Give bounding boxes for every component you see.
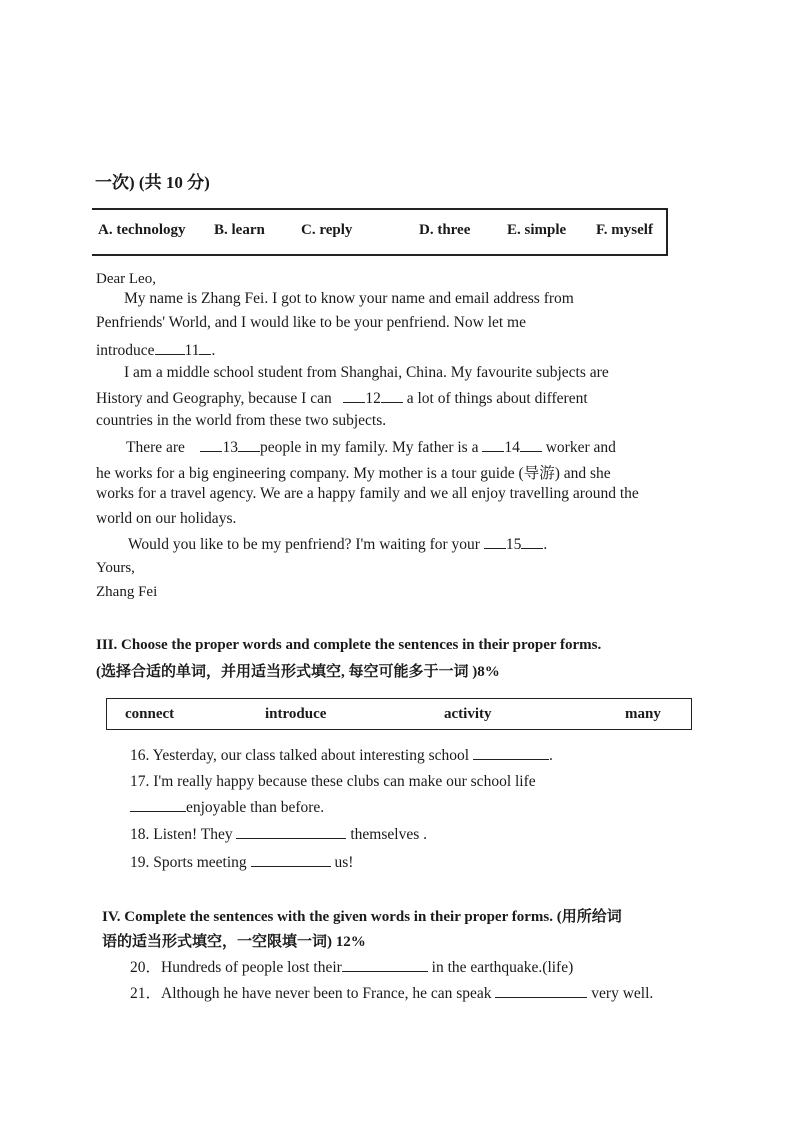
blank-11[interactable] <box>155 340 185 355</box>
text: very well. <box>591 985 654 1002</box>
option-e: E. simple <box>507 222 567 238</box>
option-d: D. three <box>419 222 471 238</box>
word-connect: connect <box>125 706 175 722</box>
question-21 <box>130 981 653 1003</box>
blank-number: 13 <box>222 439 238 456</box>
blank-underline <box>520 437 542 452</box>
text: introduce <box>96 342 155 359</box>
text: worker and <box>545 439 616 456</box>
word-bank-box-2 <box>106 698 692 730</box>
answer-blank-16[interactable] <box>473 745 549 760</box>
letter-line: I am a middle school student from Shanghai, China. My favourite subjects are <box>124 364 609 381</box>
word-introduce: introduce <box>265 706 327 722</box>
word-many: many <box>625 706 661 722</box>
letter-line: countries in the world from these two subjects. <box>96 412 387 429</box>
answer-blank-19[interactable] <box>251 852 331 867</box>
letter-salutation: Dear Leo, <box>96 271 156 287</box>
text: us! <box>334 854 354 871</box>
option-f: F. myself <box>596 222 653 238</box>
word-activity: activity <box>444 706 492 722</box>
text: Would you like to be my penfriend? I'm waiting for your <box>128 536 480 553</box>
text: in the earthquake.(life) <box>431 959 574 976</box>
answer-blank-17[interactable] <box>130 797 186 812</box>
letter-line: Penfriends' World, and I would like to be your penfriend. Now let me <box>96 314 526 331</box>
text: There are <box>126 439 185 456</box>
letter-line: world on our holidays. <box>96 510 237 527</box>
section3-subtitle: (选择合适的单词，并用适当形式填空, 每空可能多于一词 )8% <box>96 664 500 680</box>
question-20 <box>130 955 573 977</box>
blank-number: 12 <box>365 390 381 407</box>
blank-14[interactable] <box>482 437 504 452</box>
question-18 <box>130 824 427 844</box>
section4-subtitle: 语的适当形式填空，一空限填一词) 12% <box>102 934 366 950</box>
text: . <box>543 536 548 553</box>
blank-number: 15 <box>505 536 522 553</box>
blank-underline <box>199 340 211 355</box>
answer-blank-18[interactable] <box>236 824 346 839</box>
answer-blank-20[interactable] <box>342 957 428 972</box>
question-17-cont <box>130 797 324 817</box>
text: themselves . <box>350 826 427 843</box>
letter-closing: Yours, <box>96 560 135 576</box>
blank-underline <box>381 388 403 403</box>
text: . <box>211 342 216 359</box>
blank-underline <box>238 437 260 452</box>
text: 16. Yesterday, our class talked about interesting school <box>130 747 470 764</box>
text: enjoyable than before. <box>186 799 325 816</box>
text: 18. Listen! They <box>130 826 233 843</box>
text: people in my family. My father is a <box>259 439 479 456</box>
text: 21．Although he have never been to France, he can speak <box>130 985 492 1002</box>
letter-line <box>96 388 588 408</box>
text: 20．Hundreds of people lost their <box>130 959 342 976</box>
option-b: B. learn <box>214 222 265 238</box>
blank-number: 11 <box>184 342 200 359</box>
letter-line: My name is Zhang Fei. I got to know your name and email address from <box>124 290 574 307</box>
letter-line: works for a travel agency. We are a happy family and we all enjoy travelling around the <box>96 485 639 502</box>
blank-15[interactable] <box>484 534 506 549</box>
text: a lot of things about different <box>406 390 588 407</box>
section-header: 一次) (共 10 分) <box>95 173 210 192</box>
text: History and Geography, because I can <box>96 390 332 407</box>
blank-number: 14 <box>504 439 520 456</box>
letter-line <box>126 437 616 457</box>
word-bank-box <box>92 208 668 256</box>
option-a: A. technology <box>98 222 186 238</box>
letter-signature: Zhang Fei <box>96 584 158 600</box>
blank-13[interactable] <box>200 437 222 452</box>
blank-12[interactable] <box>343 388 365 403</box>
answer-blank-21[interactable] <box>495 983 587 998</box>
question-17: 17. I'm really happy because these clubs can make our school life <box>130 773 536 790</box>
option-c: C. reply <box>301 222 353 238</box>
question-16 <box>130 745 553 765</box>
section4-title: IV. Complete the sentences with the given words in their proper forms. (用所给词 <box>102 909 622 925</box>
section3-title: III. Choose the proper words and complete the sentences in their proper forms. <box>96 637 602 653</box>
text: 19. Sports meeting <box>130 854 247 871</box>
letter-line <box>128 534 547 554</box>
text: . <box>548 747 553 764</box>
letter-line <box>96 340 215 360</box>
letter-line: he works for a big engineering company. My mother is a tour guide (导游) and she <box>96 465 611 482</box>
question-19 <box>130 852 353 872</box>
blank-underline <box>521 534 543 549</box>
